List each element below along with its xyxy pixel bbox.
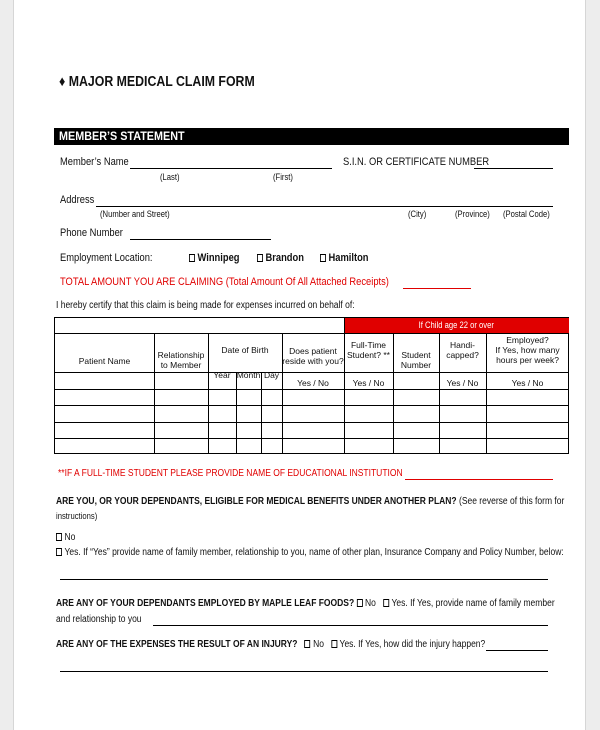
patient-table — [54, 317, 569, 454]
members-name-field[interactable] — [130, 168, 332, 169]
members-statement-bar — [54, 128, 569, 145]
province-label: (Province) — [455, 209, 490, 219]
total-amount-field[interactable] — [403, 288, 471, 289]
col-student-number: Student Number — [400, 350, 432, 371]
q1-yes-option[interactable]: Yes. If “Yes” provide name of family member, relationship to you, name of other plan, Insurance Company and Policy Number, below: — [56, 547, 564, 558]
first-label: (First) — [273, 172, 293, 182]
fulltime-note: **IF A FULL-TIME STUDENT PLEASE PROVIDE NAME OF EDUCATIONAL INSTITUTION — [58, 468, 403, 479]
col-patient-name: Patient Name — [78, 356, 131, 366]
q2-answer-field[interactable] — [153, 625, 548, 626]
form-title: ♦ MAJOR MEDICAL CLAIM FORM — [59, 74, 255, 90]
q3-answer-field[interactable] — [486, 650, 548, 651]
q1-answer-field[interactable] — [60, 579, 548, 580]
sin-field[interactable] — [474, 168, 553, 169]
checkbox-icon[interactable] — [357, 599, 363, 607]
location-hamilton[interactable]: Hamilton — [320, 252, 369, 264]
section-header: MEMBER’S STATEMENT — [59, 129, 185, 143]
q1-note: instructions) — [56, 511, 98, 521]
form-page — [13, 0, 586, 730]
checkbox-icon[interactable] — [383, 599, 389, 607]
col-fulltime-student: Full-Time Student? ** — [346, 340, 390, 361]
q1-text: ARE YOU, OR YOUR DEPENDANTS, ELIGIBLE FOR MEDICAL BENEFITS UNDER ANOTHER PLAN? (See reverse of this form for — [56, 496, 565, 507]
checkbox-icon[interactable] — [257, 254, 263, 262]
col-employed: Employed? If Yes, how many hours per week? — [495, 335, 560, 366]
checkbox-icon[interactable] — [56, 533, 62, 541]
checkbox-icon[interactable] — [320, 254, 326, 262]
institution-field[interactable] — [405, 479, 553, 480]
col-date-of-birth: Date of Birth — [221, 345, 269, 355]
checkbox-icon[interactable] — [189, 254, 195, 262]
sin-label: S.I.N. OR CERTIFICATE NUMBER — [343, 156, 490, 168]
q3-answer-line-2[interactable] — [60, 671, 548, 672]
col-reside: Does patient reside with you? — [282, 346, 344, 367]
reside-yes-no: Yes / No — [297, 378, 329, 388]
checkbox-icon[interactable] — [331, 640, 337, 648]
q3-text: ARE ANY OF THE EXPENSES THE RESULT OF AN INJURY? No Yes. If Yes, how did the injury happen? — [56, 639, 486, 650]
handicapped-yes-no: Yes / No — [446, 378, 479, 388]
number-street-label: (Number and Street) — [100, 209, 170, 219]
col-month: Month — [236, 370, 261, 380]
fulltime-yes-no: Yes / No — [352, 378, 385, 388]
q2-cont: and relationship to you — [56, 614, 142, 625]
last-label: (Last) — [160, 172, 180, 182]
employed-yes-no: Yes / No — [511, 378, 544, 388]
checkbox-icon[interactable] — [305, 640, 311, 648]
location-winnipeg[interactable]: Winnipeg — [189, 252, 239, 264]
col-handicapped: Handi- capped? — [446, 340, 479, 361]
q1-no-option[interactable]: No — [56, 532, 75, 543]
members-name-label: Member’s Name — [60, 156, 129, 168]
col-year: Year — [213, 370, 231, 380]
col-day: Day — [263, 370, 280, 380]
child-header: If Child age 22 or over — [418, 320, 495, 330]
address-label: Address — [60, 194, 95, 206]
postal-label: (Postal Code) — [503, 209, 550, 219]
telephone-field[interactable] — [130, 239, 271, 240]
address-field[interactable] — [96, 206, 553, 207]
col-relationship: Relationship to Member — [157, 350, 205, 371]
checkbox-icon[interactable] — [56, 548, 62, 556]
location-brandon[interactable]: Brandon — [257, 252, 304, 264]
city-label: (City) — [408, 209, 427, 219]
employment-location-label: Employment Location: — [60, 252, 153, 264]
certify-text: I hereby certify that this claim is being made for expenses incurred on behalf of: — [56, 300, 355, 311]
q2-text: ARE ANY OF YOUR DEPENDANTS EMPLOYED BY MAPLE LEAF FOODS? No Yes. If Yes, provide name of family member — [56, 598, 555, 609]
telephone-label: Phone Number — [60, 227, 123, 239]
total-amount-label: TOTAL AMOUNT YOU ARE CLAIMING (Total Amount Of All Attached Receipts) — [60, 276, 389, 288]
